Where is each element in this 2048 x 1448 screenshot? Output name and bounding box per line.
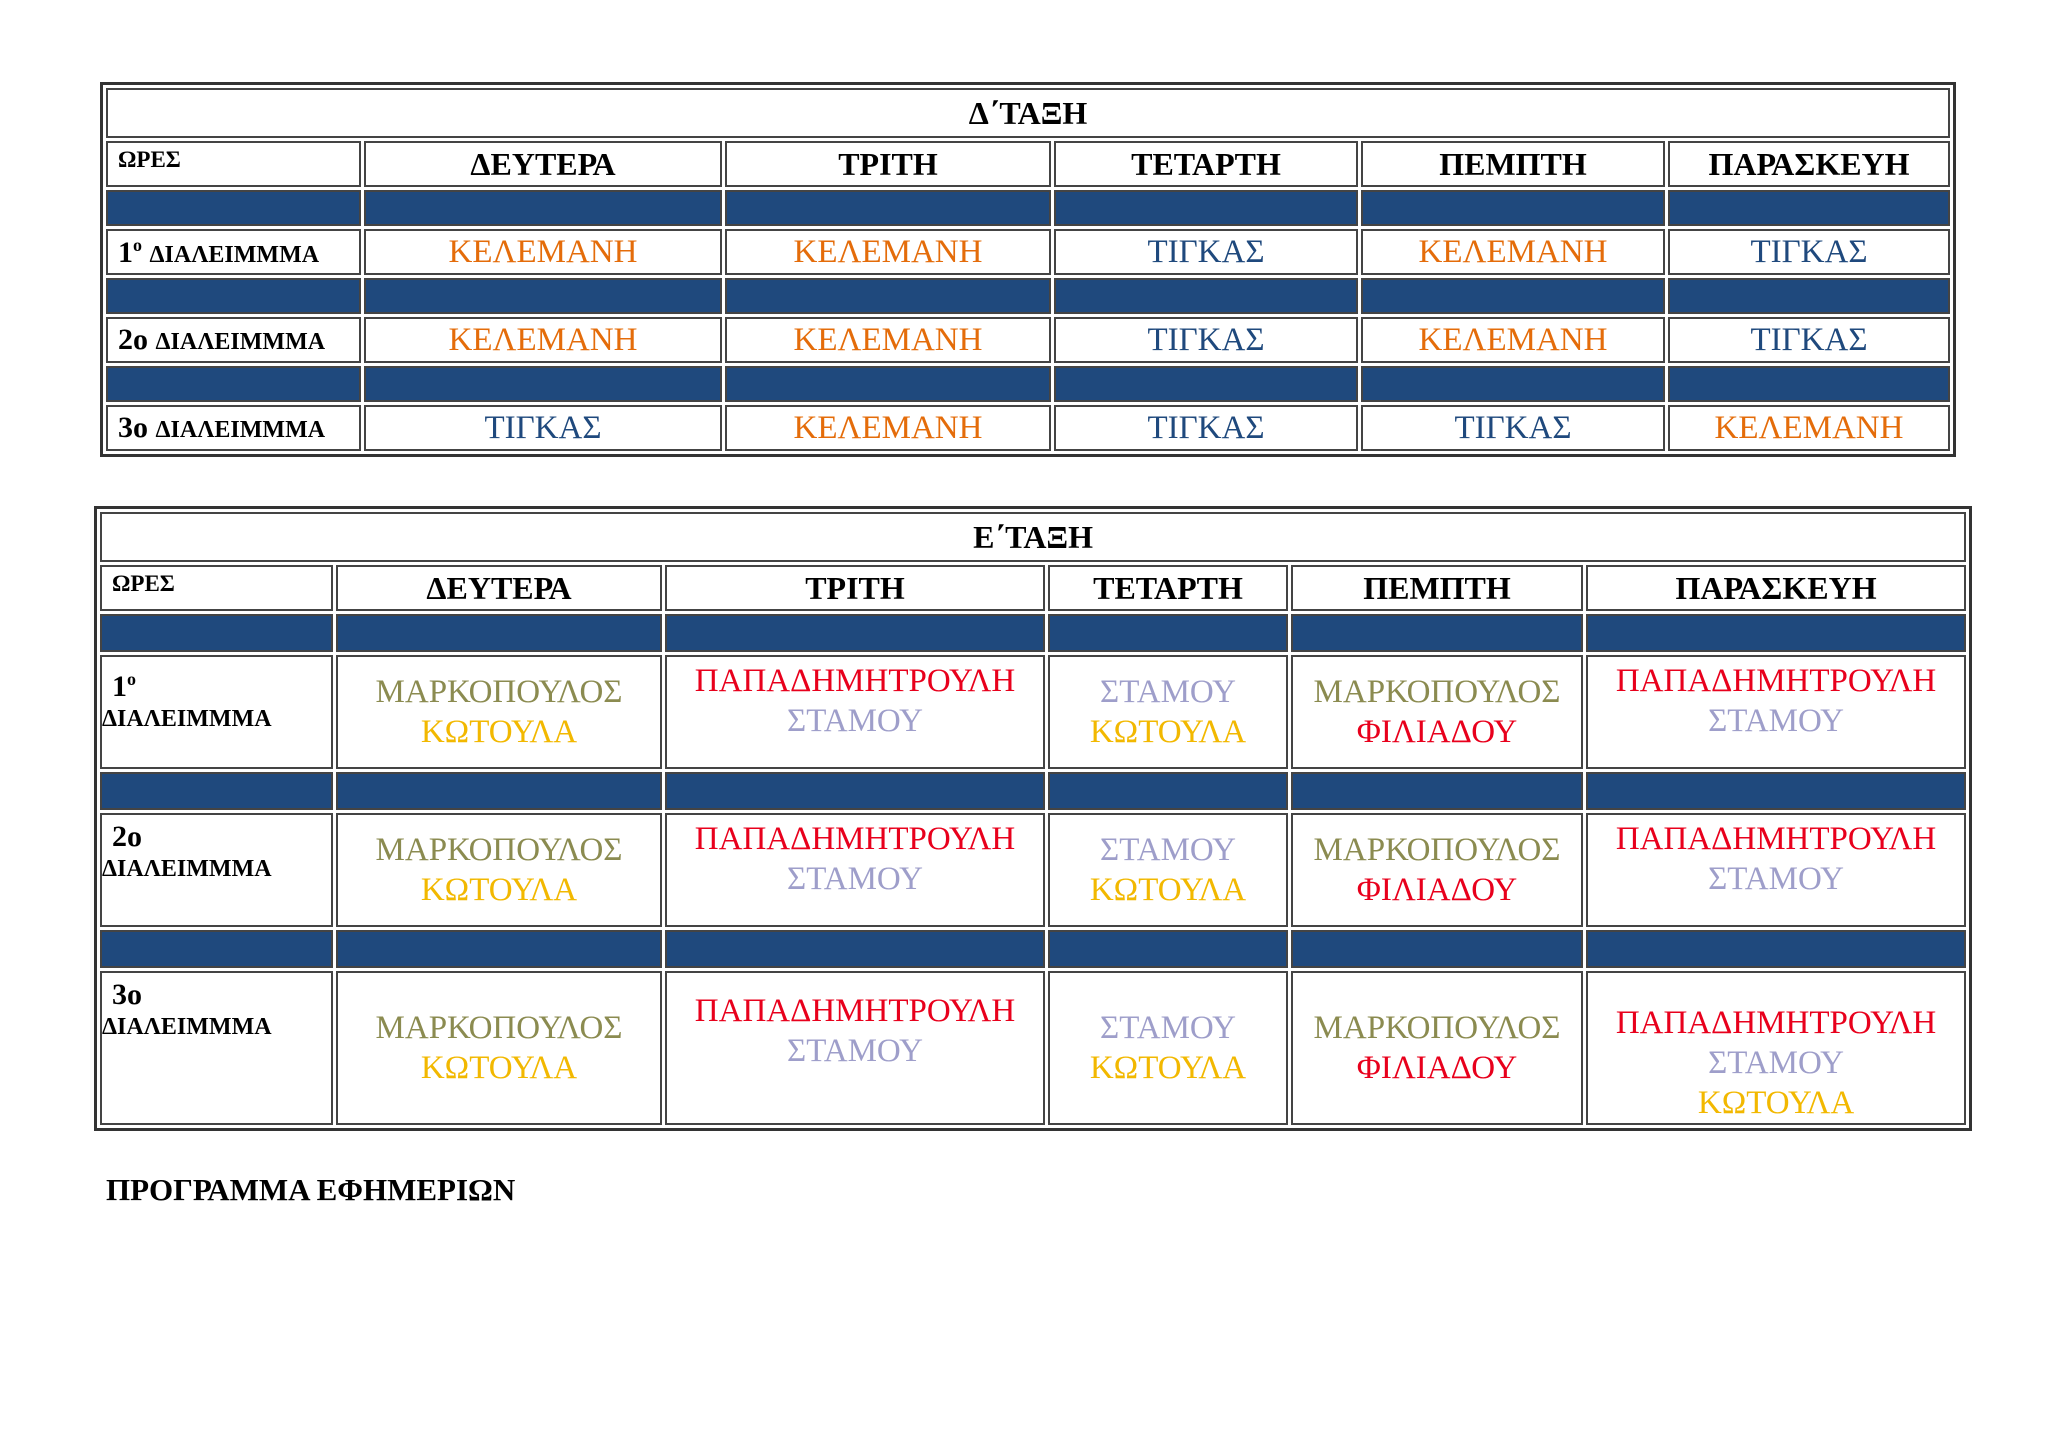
schedule-table-e	[94, 506, 1972, 1131]
duty-cell: ΠΑΠΑΔΗΜΗΤΡΟΥΛΗ ΣΤΑΜΟΥ	[665, 971, 1045, 1125]
duty-cell: ΤΙΓΚΑΣ	[1668, 317, 1950, 363]
day-header-monday: ΔΕΥΤΕΡΑ	[336, 565, 662, 611]
duty-cell: ΚΕΛΕΜΑΝΗ	[1361, 317, 1665, 363]
duty-cell: ΤΙΓΚΑΣ	[1361, 405, 1665, 451]
duty-cell: ΜΑΡΚΟΠΟΥΛΟΣ ΚΩΤΟΥΛΑ	[336, 813, 662, 927]
table-row	[106, 317, 1950, 363]
table-row	[100, 971, 1966, 1125]
duty-cell: ΚΕΛΕΜΑΝΗ	[725, 405, 1051, 451]
separator-band	[106, 278, 1950, 314]
day-header-monday: ΔΕΥΤΕΡΑ	[364, 141, 722, 187]
hours-header: ΩΡΕΣ	[100, 565, 333, 611]
row-label: $1^o$ ΔΙΑΛΕΙΜΜΜΑ	[106, 229, 361, 275]
table-row	[100, 813, 1966, 927]
duty-cell: ΚΕΛΕΜΑΝΗ	[364, 317, 722, 363]
day-header-wednesday: ΤΕΤΑΡΤΗ	[1054, 141, 1358, 187]
duty-cell: ΚΕΛΕΜΑΝΗ	[364, 229, 722, 275]
row-label: 2ο ΔΙΑΛΕΙΜΜΜΑ	[100, 813, 333, 927]
duty-cell: ΜΑΡΚΟΠΟΥΛΟΣ ΦΙΛΙΑΔΟΥ	[1291, 971, 1583, 1125]
day-header-thursday: ΠΕΜΠΤΗ	[1291, 565, 1583, 611]
separator-band	[100, 772, 1966, 810]
day-header-friday: ΠΑΡΑΣΚΕΥΗ	[1586, 565, 1966, 611]
duty-cell: ΣΤΑΜΟΥ ΚΩΤΟΥΛΑ	[1048, 813, 1288, 927]
duty-cell: ΚΕΛΕΜΑΝΗ	[1361, 229, 1665, 275]
duty-cell: ΤΙΓΚΑΣ	[1054, 229, 1358, 275]
duty-cell: ΠΑΠΑΔΗΜΗΤΡΟΥΛΗ ΣΤΑΜΟΥ	[665, 655, 1045, 769]
duty-cell: ΤΙΓΚΑΣ	[1054, 405, 1358, 451]
duty-cell: ΜΑΡΚΟΠΟΥΛΟΣ ΚΩΤΟΥΛΑ	[336, 971, 662, 1125]
table-title: Δ΄ΤΑΞΗ	[106, 88, 1950, 138]
duty-cell: ΠΑΠΑΔΗΜΗΤΡΟΥΛΗ ΣΤΑΜΟΥ ΚΩΤΟΥΛΑ	[1586, 971, 1966, 1125]
separator-band	[106, 366, 1950, 402]
table-row	[100, 655, 1966, 769]
duty-cell: ΣΤΑΜΟΥ ΚΩΤΟΥΛΑ	[1048, 655, 1288, 769]
duty-cell: ΚΕΛΕΜΑΝΗ	[725, 229, 1051, 275]
duty-cell: ΠΑΠΑΔΗΜΗΤΡΟΥΛΗ ΣΤΑΜΟΥ	[1586, 655, 1966, 769]
day-header-tuesday: ΤΡΙΤΗ	[665, 565, 1045, 611]
document-footer-title: ΠΡΟΓΡΑΜΜΑ ΕΦΗΜΕΡΙΩΝ	[106, 1172, 516, 1207]
day-header-friday: ΠΑΡΑΣΚΕΥΗ	[1668, 141, 1950, 187]
separator-band	[100, 614, 1966, 652]
separator-band	[106, 190, 1950, 226]
duty-cell: ΜΑΡΚΟΠΟΥΛΟΣ ΚΩΤΟΥΛΑ	[336, 655, 662, 769]
day-header-wednesday: ΤΕΤΑΡΤΗ	[1048, 565, 1288, 611]
day-header-tuesday: ΤΡΙΤΗ	[725, 141, 1051, 187]
separator-band	[100, 930, 1966, 968]
duty-cell: ΚΕΛΕΜΑΝΗ	[1668, 405, 1950, 451]
duty-cell: ΠΑΠΑΔΗΜΗΤΡΟΥΛΗ ΣΤΑΜΟΥ	[1586, 813, 1966, 927]
row-label: 3ο ΔΙΑΛΕΙΜΜΜΑ	[100, 971, 333, 1125]
duty-cell: ΚΕΛΕΜΑΝΗ	[725, 317, 1051, 363]
duty-cell: ΠΑΠΑΔΗΜΗΤΡΟΥΛΗ ΣΤΑΜΟΥ	[665, 813, 1045, 927]
table-row	[106, 229, 1950, 275]
table-row	[106, 405, 1950, 451]
schedule-table-d	[100, 82, 1956, 457]
duty-cell: ΤΙΓΚΑΣ	[364, 405, 722, 451]
hours-header: ΩΡΕΣ	[106, 141, 361, 187]
table-title: Ε΄ΤΑΞΗ	[100, 512, 1966, 562]
duty-cell: ΤΙΓΚΑΣ	[1668, 229, 1950, 275]
row-label: 3ο ΔΙΑΛΕΙΜΜΜΑ	[106, 405, 361, 451]
duty-cell: ΤΙΓΚΑΣ	[1054, 317, 1358, 363]
day-header-thursday: ΠΕΜΠΤΗ	[1361, 141, 1665, 187]
duty-cell: ΜΑΡΚΟΠΟΥΛΟΣ ΦΙΛΙΑΔΟΥ	[1291, 813, 1583, 927]
duty-cell: ΣΤΑΜΟΥ ΚΩΤΟΥΛΑ	[1048, 971, 1288, 1125]
row-label: $1^o$ ΔΙΑΛΕΙΜΜΜΑ	[100, 655, 333, 769]
row-label: 2ο ΔΙΑΛΕΙΜΜΜΑ	[106, 317, 361, 363]
duty-cell: ΜΑΡΚΟΠΟΥΛΟΣ ΦΙΛΙΑΔΟΥ	[1291, 655, 1583, 769]
